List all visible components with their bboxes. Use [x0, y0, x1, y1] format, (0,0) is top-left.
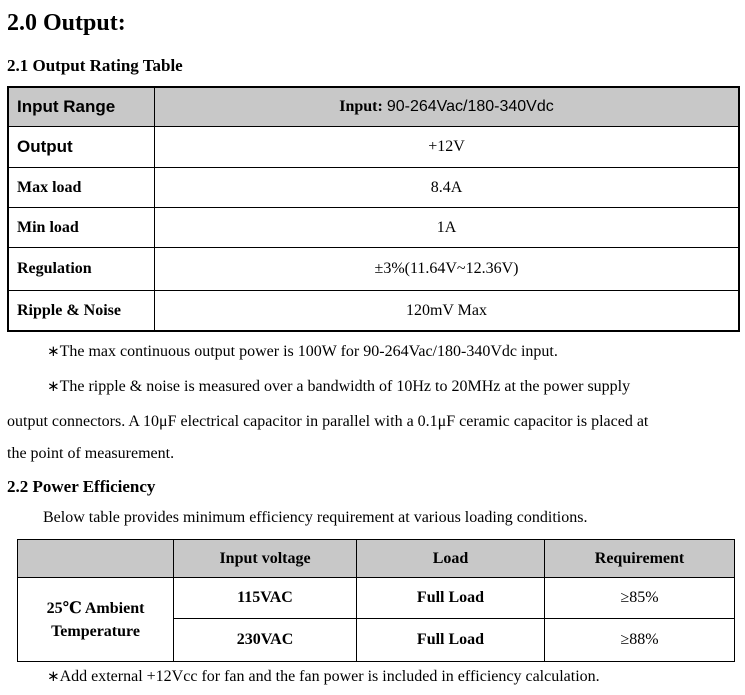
asterisk-icon: ∗ [47, 342, 60, 360]
ripple-noise-label: Ripple & Noise [8, 291, 155, 332]
note-power [47, 342, 558, 361]
section-title: 2.0 Output: [7, 10, 126, 36]
table-row [8, 291, 739, 332]
max-load-value: 8.4A [155, 168, 740, 208]
ambient-temperature-cell [18, 578, 174, 662]
load-115-cell: Full Load [357, 578, 545, 619]
min-load-value: 1A [155, 208, 740, 248]
table-row [8, 127, 739, 168]
table-row [8, 168, 739, 208]
note-ripple-text: The ripple & noise is measured over a bandwidth of 10Hz to 20MHz at the power supply [59, 378, 631, 395]
requirement-115-cell: ≥85% [545, 578, 735, 619]
efficiency-footnote-text: Add external +12Vcc for fan and the fan power is included in efficiency calculation. [59, 668, 600, 685]
asterisk-icon: ∗ [47, 667, 60, 685]
voltage-230-cell: 230VAC [174, 619, 357, 662]
temperature-line: Temperature [51, 622, 140, 640]
output-rating-table [7, 86, 740, 332]
input-range-text: 90-264Vac/180-340Vdc [386, 98, 554, 115]
ripple-noise-value: 120mV Max [155, 291, 740, 332]
table-row [8, 248, 739, 291]
input-voltage-header: Input voltage [174, 540, 357, 578]
efficiency-table [17, 539, 735, 662]
load-header: Load [357, 540, 545, 578]
table-row [8, 208, 739, 248]
load-230-cell: Full Load [357, 619, 545, 662]
note-ripple-line3: the point of measurement. [7, 445, 175, 462]
efficiency-intro: Below table provides minimum efficiency requirement at various loading conditions. [43, 509, 588, 526]
output-value: +12V [155, 127, 740, 168]
note-ripple-line2: output connectors. A 10μF electrical capacitor in parallel with a 0.1μF ceramic capacitor is placed at [7, 413, 649, 430]
regulation-value: ±3%(11.64V~12.36V) [155, 248, 740, 291]
regulation-label: Regulation [8, 248, 155, 291]
table-row [18, 540, 735, 578]
efficiency-title: 2.2 Power Efficiency [7, 477, 156, 496]
max-load-label: Max load [8, 168, 155, 208]
requirement-230-cell: ≥88% [545, 619, 735, 662]
min-load-label: Min load [8, 208, 155, 248]
input-range-label: Input Range [8, 87, 155, 127]
voltage-115-cell: 115VAC [174, 578, 357, 619]
table-row [18, 578, 735, 619]
rating-table-title: 2.1 Output Rating Table [7, 56, 183, 75]
input-prefix: Input: [339, 98, 387, 115]
requirement-header: Requirement [545, 540, 735, 578]
input-range-value [155, 87, 740, 127]
output-label: Output [8, 127, 155, 168]
ambient-line: 25℃ Ambient [46, 599, 145, 617]
asterisk-icon: ∗ [47, 377, 60, 395]
blank-header [18, 540, 174, 578]
efficiency-footnote [47, 667, 600, 686]
table-row [8, 87, 739, 127]
note-ripple [47, 377, 630, 396]
note-power-text: The max continuous output power is 100W for 90-264Vac/180-340Vdc input. [59, 343, 558, 360]
